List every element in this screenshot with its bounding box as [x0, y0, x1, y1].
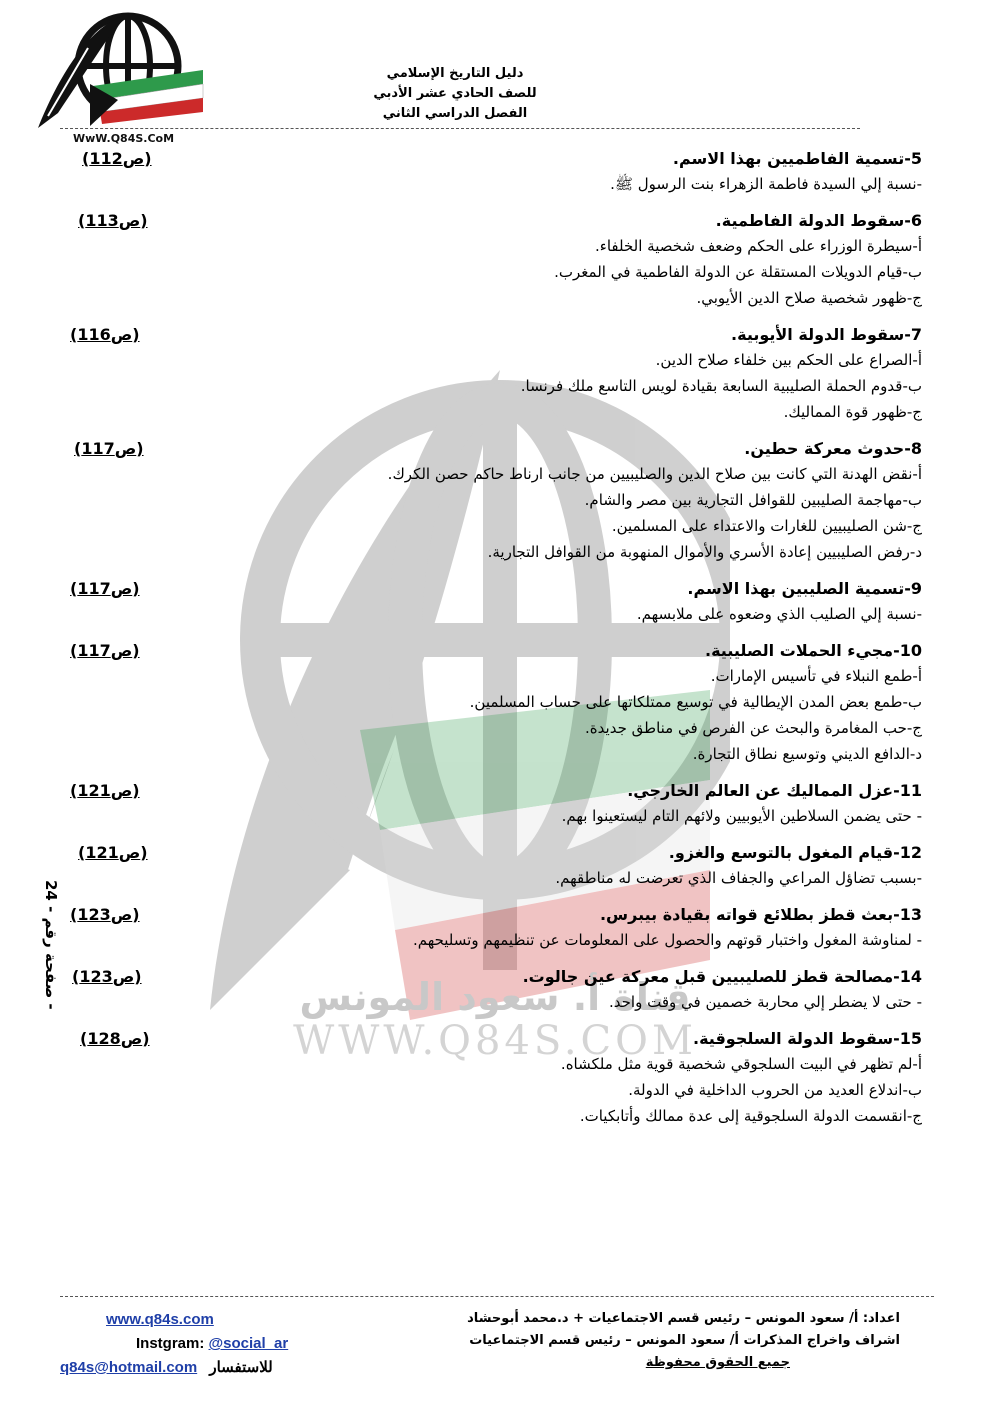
footer-divider [60, 1296, 934, 1297]
page-reference: (ص123) [72, 967, 142, 986]
footer-contacts [60, 1308, 340, 1380]
logo-caption: WwW.Q84S.CoM [73, 132, 175, 145]
page-reference: (ص117) [70, 641, 140, 660]
watermark-url: WWW.Q84S.COM [293, 1018, 697, 1064]
answer-line: ج-انقسمت الدولة السلجوقية إلى عدة ممالك وأتابكيات. [579, 1107, 922, 1125]
page-reference: (ص121) [70, 781, 140, 800]
question-title: 10-مجيء الحملات الصليبية. [705, 641, 922, 660]
content-list [60, 147, 922, 1141]
answer-line: ب-قدوم الحملة الصليبية السابعة بقيادة لويس التاسع ملك فرنسا. [520, 377, 922, 395]
question-item [60, 639, 922, 767]
answer-line: ب-طمع بعض المدن الإيطالية في توسيع ممتلكاتها على حساب المسلمين. [469, 693, 922, 711]
website-link[interactable]: www.q84s.com [106, 1311, 214, 1328]
document-header [330, 64, 580, 124]
header-semester: الفصل الدراسي الثاني [382, 106, 528, 121]
question-title: 6-سقوط الدولة الفاطمية. [715, 211, 922, 230]
question-title: 11-عزل المماليك عن العالم الخارجي. [627, 781, 922, 800]
question-item [60, 779, 922, 829]
page-reference: (ص128) [80, 1029, 150, 1048]
answer-line: - حتى لا يضطر إلي محاربة خصمين في وقت واحد. [609, 993, 922, 1011]
page-reference: (ص117) [74, 439, 144, 458]
question-title: 9-تسمية الصليبين بهذا الاسم. [687, 579, 922, 598]
page-reference: (ص113) [78, 211, 148, 230]
answer-line: أ-طمع النبلاء في تأسيس الإمارات. [710, 667, 922, 685]
page-reference: (ص117) [70, 579, 140, 598]
footer-rights: جميع الحقوق محفوظة [645, 1355, 790, 1370]
question-title: 15-سقوط الدولة السلجوقية. [693, 1029, 922, 1048]
answer-line: -بسبب تضاؤل المراعي والجفاف الذي تعرضت له مناطقهم. [555, 869, 922, 887]
answer-line: أ-لم تظهر في البيت السلجوقي شخصية قوية مثل ملكشاه. [560, 1055, 922, 1073]
footer-prepared: اعداد: أ/ سعود المونس – رئيس قسم الاجتماعيات + د.محمد أبوحشاد [467, 1311, 900, 1326]
question-item [60, 437, 922, 565]
page-reference: (ص121) [78, 843, 148, 862]
question-title: 7-سقوط الدولة الأيوبية. [731, 325, 922, 344]
question-item [60, 903, 922, 953]
page-reference: (ص123) [70, 905, 140, 924]
email-label: للاستفسار [209, 1359, 273, 1376]
footer-supervision: اشراف واخراج المذكرات أ/ سعود المونس – رئيس قسم الاجتماعيات [469, 1333, 900, 1348]
answer-line: ب-اندلاع العديد من الحروب الداخلية في الدولة. [628, 1081, 922, 1099]
q84s-logo [28, 8, 208, 148]
question-item [60, 965, 922, 1015]
answer-line: -نسبة إلي السيدة فاطمة الزهراء بنت الرسول ﷺ. [610, 175, 922, 193]
question-item [60, 323, 922, 425]
question-item [60, 147, 922, 197]
answer-line: أ-نقض الهدنة التي كانت بين صلاح الدين والصليبيين من جانب ارناط حاكم حصن الكرك. [387, 465, 922, 483]
answer-line: أ-سيطرة الوزراء على الحكم وضعف شخصية الخلفاء. [595, 237, 922, 255]
answer-line: ج-شن الصليبيين للغارات والاعتداء على المسلمين. [611, 517, 922, 535]
question-title: 13-بعث قطز بطلائع قواته بقيادة بيبرس. [599, 905, 922, 924]
header-title: دليل التاريخ الإسلامي [386, 66, 524, 81]
question-item [60, 1027, 922, 1129]
answer-line: ج-ظهور قوة المماليك. [783, 403, 922, 421]
answer-line: د-رفض الصليبيين إعادة الأسري والأموال المنهوبة من القوافل التجارية. [487, 543, 922, 561]
answer-line: - لمناوشة المغول واختبار قوتهم والحصول على المعلومات عن تنظيمهم وتسليحهم. [412, 931, 922, 949]
question-title: 14-مصالحة قطز للصليبيين قبل معركة عين جالوت. [522, 967, 922, 986]
answer-line: -نسبة إلي الصليب الذي وضعوه على ملابسهم. [636, 605, 922, 623]
header-grade: للصف الحادي عشر الأدبي [373, 86, 537, 101]
page-reference: (ص112) [82, 149, 152, 168]
question-title: 8-حدوث معركة حطين. [744, 439, 922, 458]
question-item [60, 841, 922, 891]
question-title: 12-قيام المغول بالتوسع والغزو. [668, 843, 922, 862]
instagram-link[interactable]: @social_ar [208, 1335, 289, 1352]
question-item [60, 209, 922, 311]
answer-line: ج-ظهور شخصية صلاح الدين الأيوبي. [696, 289, 922, 307]
question-title: 5-تسمية الفاطميين بهذا الاسم. [672, 149, 922, 168]
footer-credits [440, 1308, 900, 1374]
instagram-label: Instgram: [136, 1335, 205, 1352]
answer-line: ب-مهاجمة الصليبين للقوافل التجارية بين مصر والشام. [584, 491, 922, 509]
answer-line: أ-الصراع على الحكم بين خلفاء صلاح الدين. [655, 351, 922, 369]
answer-line: ب-قيام الدويلات المستقلة عن الدولة الفاطمية في المغرب. [554, 263, 922, 281]
answer-line: - حتى يضمن السلاطين الأيوبيين ولائهم التام ليستعينوا بهم. [561, 807, 922, 825]
watermark-channel-text: قناة أ. سعود المونس [299, 975, 691, 1019]
header-divider [60, 128, 860, 129]
page-number: صفحة رقم - 24 - [42, 880, 60, 1010]
answer-line: د-الدافع الديني وتوسيع نطاق التجارة. [692, 745, 922, 763]
answer-line: ج-حب المغامرة والبحث عن الفرص في مناطق جديدة. [585, 719, 922, 737]
page-reference: (ص116) [70, 325, 140, 344]
email-link[interactable]: q84s@hotmail.com [60, 1359, 198, 1376]
question-item [60, 577, 922, 627]
